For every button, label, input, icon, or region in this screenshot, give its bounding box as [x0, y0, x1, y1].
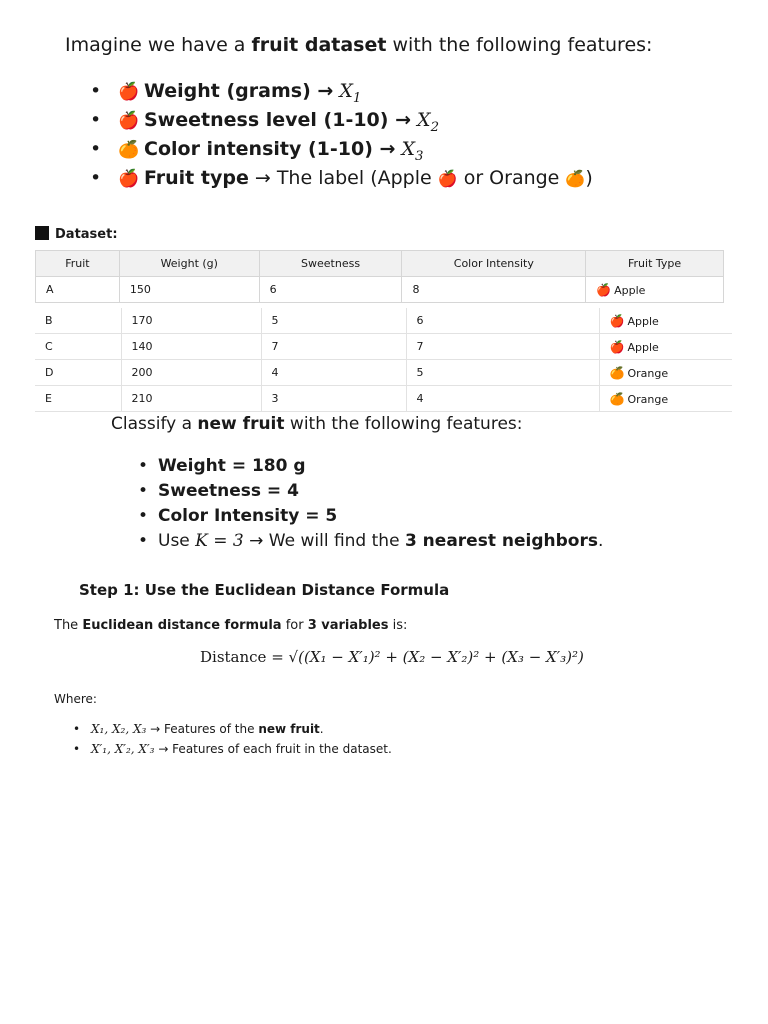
feature-var: $X_1$	[339, 80, 362, 106]
cell-fruit: C	[35, 334, 121, 360]
orange-icon: 🍊	[609, 365, 625, 380]
where-item-new-fruit: • X₁, X₂, X₃ → Features of the new fruit.	[73, 722, 392, 742]
fruit-type-end: )	[585, 167, 593, 189]
cell-weight: 140	[121, 334, 261, 360]
apple-icon: 🍎	[118, 82, 140, 102]
new-fruit-weight: • Weight = 180 g	[138, 456, 603, 481]
feature-label: Sweetness level (1-10) →	[144, 109, 411, 131]
feature-item-weight	[92, 80, 593, 109]
feature-list	[92, 80, 593, 196]
feature-label: Color intensity (1-10) →	[144, 138, 396, 160]
feature-var: $X_2$	[417, 109, 440, 135]
cell-type: 🍊 Orange	[599, 386, 732, 412]
cell-type: 🍎 Apple	[599, 308, 732, 334]
cell-sweetness: 3	[261, 386, 406, 412]
cell-sweetness: 6	[259, 277, 402, 303]
cell-type: 🍊 Orange	[599, 360, 732, 386]
header-sweetness: Sweetness	[259, 251, 402, 277]
cell-type: 🍎 Apple	[586, 277, 724, 303]
feature-item-color	[92, 138, 593, 167]
header-fruit: Fruit	[36, 251, 120, 277]
classify-prefix: Classify a	[111, 414, 198, 434]
formula-lhs: Distance =	[200, 648, 289, 666]
cell-color: 8	[402, 277, 586, 303]
dataset-table-header	[35, 250, 724, 303]
apple-icon: 🍎	[118, 169, 140, 189]
cell-sweetness: 7	[261, 334, 406, 360]
dataset-table-body	[35, 308, 732, 412]
dataset-title	[35, 226, 118, 242]
cell-type: 🍎 Apple	[599, 334, 732, 360]
where-label: Where:	[54, 692, 97, 706]
apple-icon: 🍎	[437, 169, 458, 188]
new-fruit-k: • Use K = 3 → We will find the 3 nearest neighbors.	[138, 531, 603, 556]
intro-prefix: Imagine we have a	[65, 34, 252, 56]
formula-intro: The Euclidean distance formula for 3 variables is:	[54, 618, 408, 633]
new-fruit-list	[138, 456, 603, 556]
fruit-type-label: Fruit type	[144, 167, 249, 189]
cell-sweetness: 4	[261, 360, 406, 386]
new-fruit-color: • Color Intensity = 5	[138, 506, 603, 531]
cell-fruit: B	[35, 308, 121, 334]
header-fruit-type: Fruit Type	[586, 251, 724, 277]
new-fruit-sweetness: • Sweetness = 4	[138, 481, 603, 506]
apple-icon: 🍎	[609, 339, 625, 354]
feature-var: $X_3$	[401, 138, 424, 164]
distance-formula	[200, 648, 584, 666]
cell-color: 7	[406, 334, 599, 360]
fruit-type-or: or Orange	[457, 167, 566, 189]
cell-fruit: D	[35, 360, 121, 386]
intro-bold: fruit dataset	[251, 34, 387, 56]
orange-icon: 🍊	[118, 140, 140, 160]
table-row	[35, 386, 732, 412]
fruit-type-rest: → The label (Apple	[248, 167, 438, 189]
cell-color: 4	[406, 386, 599, 412]
classify-bold: new fruit	[197, 414, 285, 434]
table-header-row	[36, 251, 724, 277]
feature-item-fruit-type	[92, 167, 593, 196]
table-row	[36, 277, 724, 303]
classify-sentence	[111, 414, 522, 434]
cell-weight: 150	[119, 277, 259, 303]
formula-rhs: √((X₁ − X′₁)² + (X₂ − X′₂)² + (X₃ − X′₃)²)	[288, 648, 584, 666]
k-expression: K = 3	[195, 531, 244, 551]
intro-sentence	[65, 34, 652, 56]
apple-icon: 🍎	[596, 282, 612, 297]
cell-fruit: A	[36, 277, 120, 303]
cell-fruit: E	[35, 386, 121, 412]
orange-icon: 🍊	[609, 391, 625, 406]
where-item-dataset: • X′₁, X′₂, X′₃ → Features of each fruit in the dataset.	[73, 742, 392, 762]
feature-item-sweetness	[92, 109, 593, 138]
table-row	[35, 360, 732, 386]
apple-icon: 🍎	[609, 313, 625, 328]
orange-icon: 🍊	[565, 169, 586, 188]
cell-weight: 200	[121, 360, 261, 386]
apple-icon: 🍎	[118, 111, 140, 131]
header-weight: Weight (g)	[119, 251, 259, 277]
classify-suffix: with the following features:	[284, 414, 523, 434]
step1-heading: Step 1: Use the Euclidean Distance Formula	[79, 581, 450, 599]
feature-label: Weight (grams) →	[144, 80, 334, 102]
cell-sweetness: 5	[261, 308, 406, 334]
where-list	[73, 722, 392, 762]
square-icon	[35, 226, 49, 240]
header-color-intensity: Color Intensity	[402, 251, 586, 277]
intro-suffix: with the following features:	[386, 34, 653, 56]
cell-weight: 210	[121, 386, 261, 412]
table-row	[35, 334, 732, 360]
cell-color: 6	[406, 308, 599, 334]
cell-color: 5	[406, 360, 599, 386]
dataset-title-text: Dataset:	[55, 227, 118, 242]
cell-weight: 170	[121, 308, 261, 334]
table-row	[35, 308, 732, 334]
